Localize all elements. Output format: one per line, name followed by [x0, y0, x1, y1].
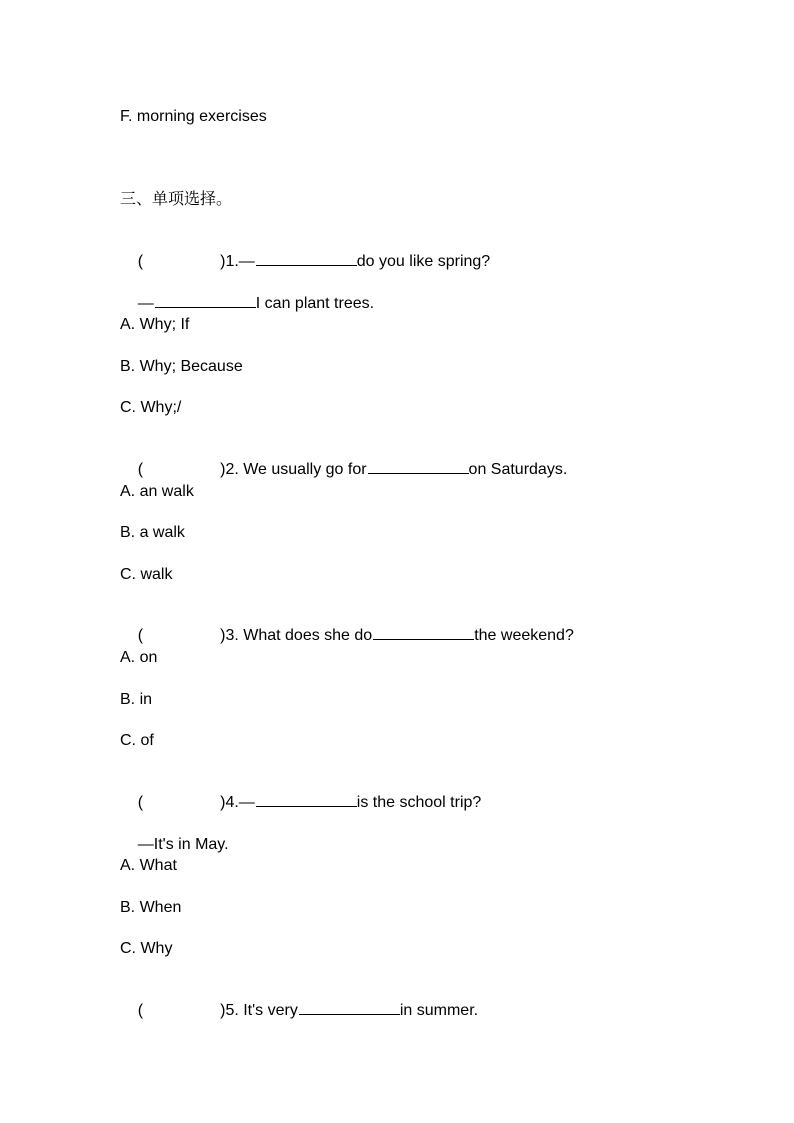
question-1-dash: — — [238, 253, 255, 270]
question-3-text-after: the weekend? — [474, 627, 574, 644]
question-2 — [120, 440, 568, 478]
option: C. Why;/ — [120, 399, 182, 416]
question-3-open-paren: ( — [137, 627, 144, 644]
answer-dash: — — [137, 836, 154, 853]
question-4-text: is the school trip? — [356, 794, 482, 811]
question-1 — [120, 232, 491, 270]
question-5-text-before: )5. It's very — [220, 1002, 298, 1019]
question-1-text: do you like spring? — [356, 253, 491, 270]
option: A. on — [120, 649, 158, 666]
option: B. a walk — [120, 524, 185, 541]
option: C. Why — [120, 940, 173, 957]
option: B. Why; Because — [120, 358, 243, 375]
fill-in-blank — [256, 805, 357, 807]
option: B. When — [120, 899, 182, 916]
fill-in-blank — [155, 306, 256, 308]
section-title: 三、单项选择。 — [120, 191, 233, 208]
option: C. walk — [120, 566, 173, 583]
option: A. an walk — [120, 483, 194, 500]
option: B. in — [120, 691, 153, 708]
answer-text: I can plant trees. — [255, 295, 375, 312]
question-1-answer-line — [120, 274, 375, 312]
question-4-dash: — — [238, 794, 255, 811]
answer-dash: — — [137, 295, 154, 312]
question-3-text-before: )3. What does she do — [220, 627, 373, 644]
question-3 — [120, 606, 574, 644]
question-5-text-after: in summer. — [399, 1002, 479, 1019]
fill-in-blank — [299, 1013, 400, 1015]
fill-in-blank — [373, 638, 474, 640]
question-4-answer-line — [120, 815, 229, 853]
question-1-open-paren: ( — [137, 253, 144, 270]
option: C. of — [120, 732, 154, 749]
question-1-number: )1. — [220, 253, 239, 270]
fill-in-blank — [256, 264, 357, 266]
question-2-open-paren: ( — [137, 461, 144, 478]
question-5-open-paren: ( — [137, 1002, 144, 1019]
previous-option-f: F. morning exercises — [120, 108, 267, 125]
answer-text: It's in May. — [153, 836, 229, 853]
question-4-open-paren: ( — [137, 794, 144, 811]
question-4-number: )4. — [220, 794, 239, 811]
fill-in-blank — [368, 472, 469, 474]
question-5 — [120, 981, 479, 1019]
option: A. Why; If — [120, 316, 190, 333]
question-4 — [120, 773, 482, 811]
question-2-text-before: )2. We usually go for — [220, 461, 367, 478]
question-2-text-after: on Saturdays. — [468, 461, 568, 478]
option: A. What — [120, 857, 177, 874]
